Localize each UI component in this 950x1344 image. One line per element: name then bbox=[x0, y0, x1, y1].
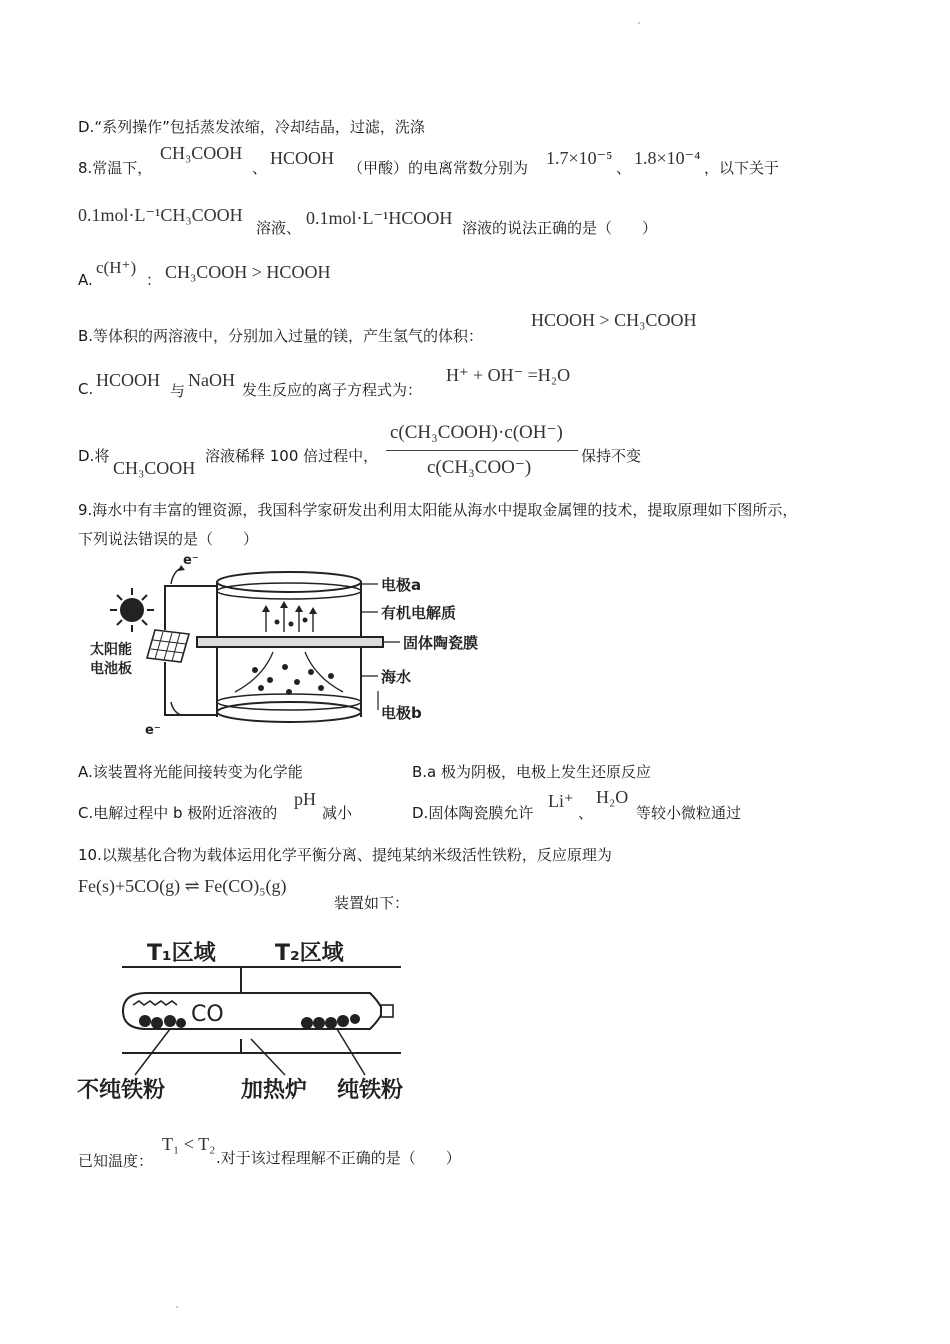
q9-option-c: C.电解过程中 b 极附近溶液的 bbox=[78, 804, 278, 822]
electrode-a-label: 电极a bbox=[381, 576, 422, 594]
impure-iron-label: 不纯铁粉 bbox=[77, 1078, 166, 1103]
q10-temp: T₁ < T₂ bbox=[162, 1134, 216, 1154]
q9-option-b: B.a 极为阴极，电极上发生还原反应 bbox=[412, 763, 652, 781]
q8-d-numerator: c(CH₃COOH)·c(OH⁻) bbox=[390, 422, 563, 443]
q10-device: 装置如下： bbox=[334, 894, 410, 912]
q8-c-text: 发生反应的离子方程式为： bbox=[242, 381, 423, 399]
page-mark bbox=[638, 22, 640, 24]
q9-option-c-ph: pH bbox=[294, 789, 316, 809]
q9-option-d-h2o: H₂O bbox=[596, 787, 629, 807]
q8-d-ch3cooh: CH₃COOH bbox=[113, 458, 196, 478]
q8-a-cmp: CH₃COOH > HCOOH bbox=[165, 262, 331, 282]
membrane-label: 固体陶瓷膜 bbox=[403, 634, 479, 652]
q8-c-label: C. bbox=[78, 380, 94, 398]
q9-option-c-tail: 减小 bbox=[322, 804, 353, 822]
seawater-label: 海水 bbox=[381, 668, 412, 686]
q8-d-denominator: c(CH₃COO⁻) bbox=[427, 457, 532, 478]
q10-reaction: Fe(s)+5CO(g) ⇌ Fe(CO)₅(g) bbox=[78, 876, 287, 896]
solar-label-1: 太阳能 bbox=[90, 642, 132, 658]
q8-ch3cooh: CH₃COOH bbox=[160, 143, 243, 163]
q8-sep2: 、 bbox=[616, 159, 632, 177]
q8-sol2: 0.1mol·L⁻¹HCOOH bbox=[306, 208, 453, 228]
sun-icon bbox=[121, 599, 143, 621]
q9-option-d: D.固体陶瓷膜允许 bbox=[412, 804, 534, 822]
t1-region-label: T₁区域 bbox=[147, 941, 216, 966]
t2-region-label: T₂区域 bbox=[275, 941, 344, 966]
q10-tail: .对于该过程理解不正确的是（ ） bbox=[216, 1149, 461, 1167]
q8-a-label: A. bbox=[78, 271, 93, 289]
q8-c-eq: H⁺ + OH⁻ =H₂O bbox=[446, 365, 571, 385]
q9-option-d-tail: 等较小微粒通过 bbox=[636, 804, 742, 822]
q9-stem-line2: 下列说法错误的是（ ） bbox=[78, 530, 259, 548]
q9-option-d-li: Li⁺ bbox=[548, 791, 574, 811]
q8-k1: 1.7×10⁻⁵ bbox=[546, 148, 613, 168]
q10-known: 已知温度： bbox=[78, 1152, 154, 1170]
q9-electrolysis-figure bbox=[85, 552, 515, 747]
q8-b-text: B.等体积的两溶液中，分别加入过量的镁，产生氢气的体积： bbox=[78, 327, 484, 345]
ceramic-membrane bbox=[197, 637, 383, 647]
q8-a-colon: ： bbox=[146, 271, 162, 289]
q8-hcooh: HCOOH bbox=[270, 148, 335, 168]
q9-option-d-sep: 、 bbox=[578, 804, 594, 822]
q8-sol2-tail: 溶液的说法正确的是（ ） bbox=[462, 219, 658, 237]
q8-d-label: D.将 bbox=[78, 447, 110, 465]
q8-a-expr: c(H⁺) bbox=[96, 258, 137, 277]
q8-d-text: 溶液稀释 100 倍过程中， bbox=[205, 447, 379, 465]
q8-c-with: 与 bbox=[170, 382, 186, 400]
q8-sol1-tail: 溶液、 bbox=[256, 219, 302, 237]
electrolyte-label: 有机电解质 bbox=[381, 604, 457, 622]
q8-b-cmp: HCOOH > CH₃COOH bbox=[531, 310, 697, 330]
electrode-b-label: 电极b bbox=[381, 704, 422, 722]
q8-c-naoh: NaOH bbox=[188, 370, 235, 390]
q9-option-a: A.该装置将光能间接转变为化学能 bbox=[78, 763, 303, 781]
q10-furnace-figure bbox=[75, 935, 420, 1110]
page-mark bbox=[176, 1306, 178, 1308]
q8-formic: （甲酸）的电离常数分别为 bbox=[348, 159, 529, 177]
e-bottom-label: e⁻ bbox=[145, 723, 161, 738]
solar-label-2: 电池板 bbox=[90, 661, 132, 677]
q10-stem: 10.以羰基化合物为载体运用化学平衡分离、提纯某纳米级活性铁粉，反应原理为 bbox=[78, 846, 612, 864]
q8-c-hcooh: HCOOH bbox=[96, 370, 161, 390]
q8-sol1: 0.1mol·L⁻¹CH₃COOH bbox=[78, 205, 243, 225]
q8-k2: 1.8×10⁻⁴ bbox=[634, 148, 701, 168]
q8-d-tail: 保持不变 bbox=[581, 447, 642, 465]
pure-iron-label: 纯铁粉 bbox=[337, 1078, 404, 1103]
furnace-label: 加热炉 bbox=[241, 1078, 308, 1103]
co-label: CO bbox=[191, 1002, 224, 1027]
fraction-bar bbox=[386, 450, 578, 451]
q8-about: ，以下关于 bbox=[704, 159, 780, 177]
q8-sep: 、 bbox=[252, 159, 268, 177]
q8-number: 8.常温下， bbox=[78, 159, 153, 177]
q9-stem-line1: 9.海水中有丰富的锂资源，我国科学家研发出利用太阳能从海水中提取金属锂的技术，提取原理如下图所示， bbox=[78, 501, 798, 519]
e-top-label: e⁻ bbox=[183, 553, 199, 568]
q7-option-d: D.“系列操作”包括蒸发浓缩，冷却结晶，过滤，洗涤 bbox=[78, 118, 425, 136]
